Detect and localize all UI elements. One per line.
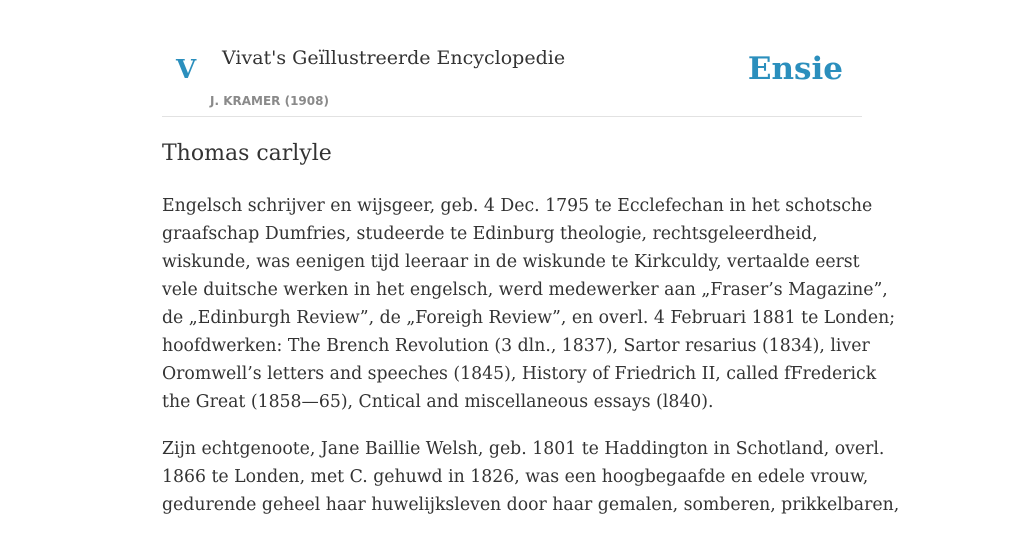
text-line: 1866 te Londen, met C. gehuwd in 1826, was een hoogbegaafde en edele vrouw, xyxy=(162,467,869,487)
text-line: Engelsch schrijver en wijsgeer, geb. 4 Dec. 1795 te Ecclefechan in het schotsche xyxy=(162,196,873,216)
article-title: Thomas carlyle xyxy=(162,141,332,166)
article-paragraph xyxy=(162,192,896,416)
text-line: wiskunde, was eenigen tijd leeraar in de wiskunde te Kirkculdy, vertaalde eerst xyxy=(162,252,860,272)
article-paragraph xyxy=(162,435,900,519)
text-line: the Great (1858—65), Cntical and miscellaneous essays (l840). xyxy=(162,392,714,412)
text-line: gedurende geheel haar huwelijksleven door haar gemalen, somberen, prikkelbaren, xyxy=(162,495,900,515)
article-body xyxy=(162,192,900,538)
text-line: vele duitsche werken in het engelsch, werd medewerker aan „Fraser’s Magazine”, xyxy=(162,280,888,300)
text-line: hoofdwerken: The Brench Revolution (3 dln., 1837), Sartor resarius (1834), liver xyxy=(162,336,870,356)
ensie-logo[interactable]: Ensie xyxy=(747,51,843,87)
author-label: J. KRAMER (1908) xyxy=(210,94,329,108)
encyclopedia-title-link[interactable]: Vivat's Geïllustreerde Encyclopedie xyxy=(222,47,566,69)
text-line: Zijn echtgenoote, Jane Baillie Welsh, geb. 1801 te Haddington in Schotland, overl. xyxy=(162,439,885,459)
site-header xyxy=(162,0,862,117)
text-line: graafschap Dumfries, studeerde te Edinburg theologie, rechtsgeleerdheid, xyxy=(162,224,818,244)
vivat-logo[interactable]: V xyxy=(176,55,197,85)
text-line: Oromwell’s letters and speeches (1845), History of Friedrich II, called fFrederick xyxy=(162,364,877,384)
text-line: de „Edinburgh Review”, de „Foreigh Review”, en overl. 4 Februari 1881 te Londen; xyxy=(162,308,896,328)
